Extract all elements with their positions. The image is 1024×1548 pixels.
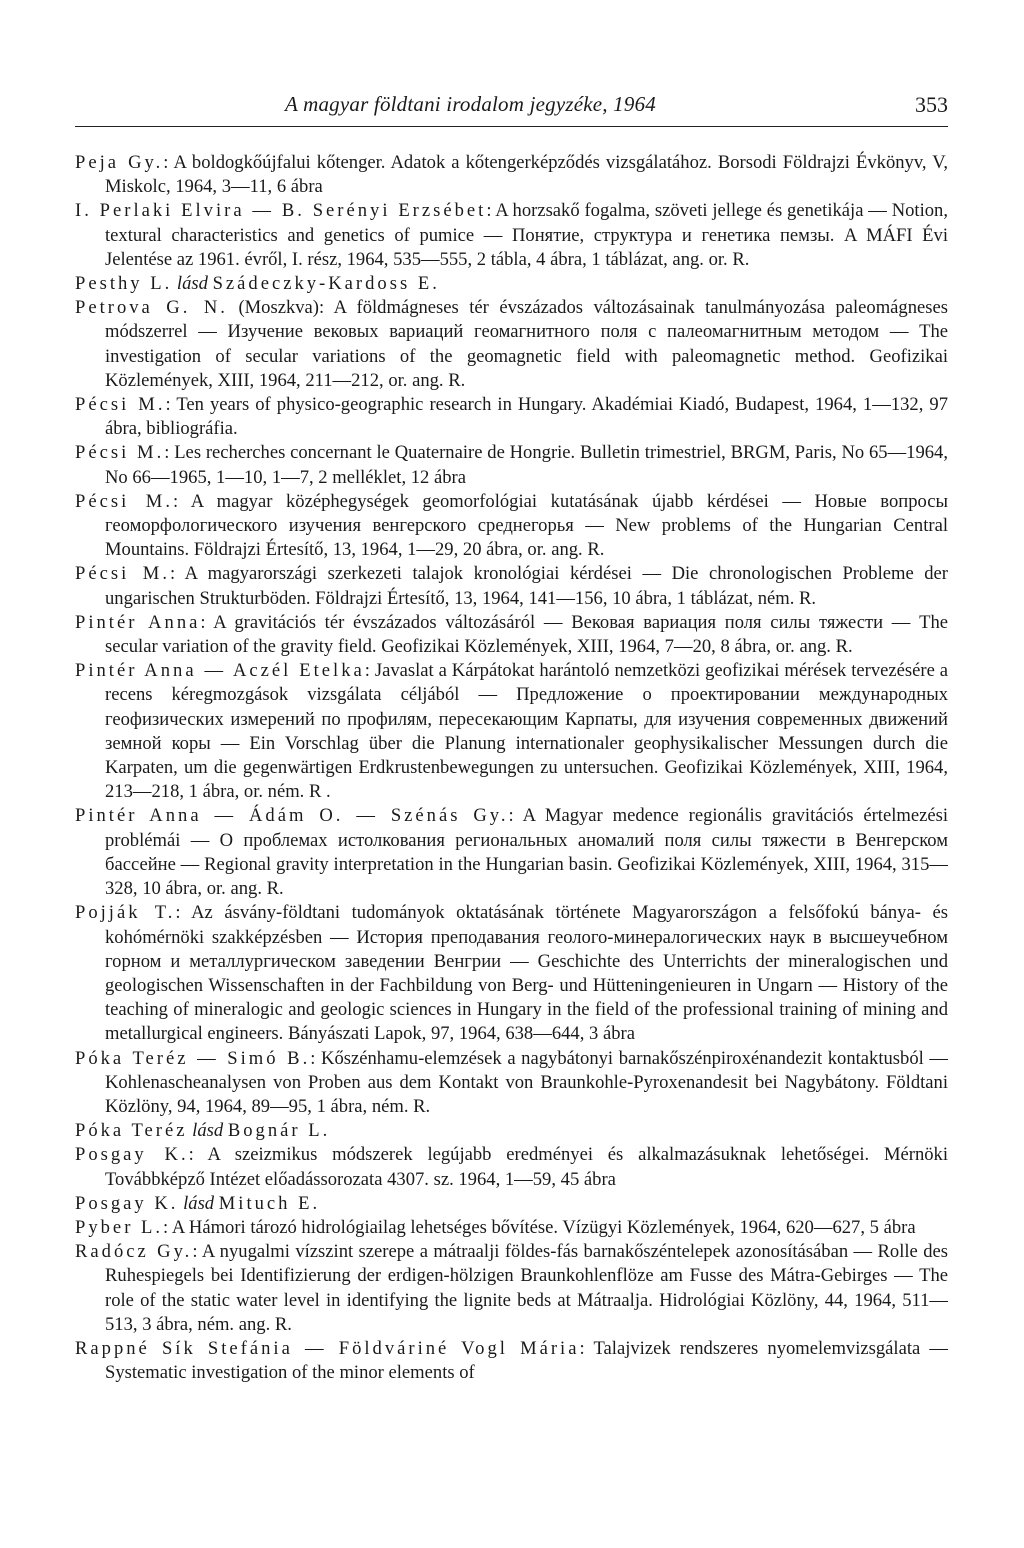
entry-text: : A szeizmikus módszerek legújabb eredményei és alkalmazásuknak lehetőségei. Mérnöki Továbbképző Intézet előadássorozata 4307. sz. 1964, 1—59, 45 ábra xyxy=(105,1144,948,1190)
entry-author: Pécsi M. xyxy=(75,490,173,512)
bibliography-entry xyxy=(75,901,948,1046)
entry-author: Radócz Gy. xyxy=(75,1241,193,1263)
bibliography-entry xyxy=(75,151,948,199)
bibliography-entry xyxy=(75,441,948,489)
referenced-author: Szádeczky-Kardoss E. xyxy=(212,273,440,295)
see-reference-label: lásd xyxy=(176,273,208,295)
see-reference-label: lásd xyxy=(192,1120,224,1142)
page-header xyxy=(75,92,948,127)
entry-author: Posgay K. xyxy=(75,1192,179,1214)
entry-author: Pécsi M. xyxy=(75,394,166,416)
entry-text: : A magyar középhegységek geomorfológiai kutatásának újabb kérdései — Новые вопросы геоморфологического изучения венгерского среднегорья — New problems of the Hungarian Central Mountains. Földrajzi Értesítő, 13, 1964, 1—29, 20 ábra, or. ang. R. xyxy=(105,490,949,561)
entry-author: Pintér Anna — Aczél Etelka xyxy=(75,660,365,682)
page-number: 353 xyxy=(915,92,948,117)
entry-text: : A boldogkőújfalui kőtenger. Adatok a kőtengerképződés vizsgálatához. Borsodi Földrajzi Évkönyv, V, Miskolc, 1964, 3—11, 6 ábra xyxy=(105,152,948,198)
entry-author: Peja Gy. xyxy=(75,152,164,173)
bibliography-entry xyxy=(75,393,948,441)
entry-text: : A magyarországi szerkezeti talajok kronológiai kérdései — Die chronologischen Probleme der ungarischen Strukturböden. Földrajzi Értesítő, 13, 1964, 141—156, 10 ábra, 1 táblázat, ném. R. xyxy=(105,563,948,609)
entry-text: : Ten years of physico-geographic research in Hungary. Akadémiai Kiadó, Budapest, 1964, 1—132, 97 ábra, bibliográfia. xyxy=(105,394,948,440)
entry-author: Pintér Anna — Ádám O. — Szénás Gy. xyxy=(75,805,509,827)
referenced-author: Mituch E. xyxy=(218,1192,321,1214)
entry-text: : Talajvizek rendszeres nyomelemvizsgálata — Systematic investigation of the minor elements of xyxy=(105,1337,948,1384)
entry-author: Póka Teréz xyxy=(75,1120,188,1142)
entry-text: : Les recherches concernant le Quaternaire de Hongrie. Bulletin trimestriel, BRGM, Paris, No 65—1964, No 66—1965, 1—10, 1—7, 2 melléklet, 12 ábra xyxy=(105,442,948,488)
bibliography-entry xyxy=(75,659,948,804)
entry-text: (Moszkva): A földmágneses tér évszázados változásainak tanulmányozása paleomágneses módszerrel — Изучение вековых вариаций геомагнитного поля с палеомагнитным методом — The investigation of secular variations of the geomagnetic field with paleomagnetic method. Geofizikai Közlemények, XIII, 1964, 211—212, or. ang. R. xyxy=(105,297,948,391)
referenced-author: Bognár L. xyxy=(227,1120,331,1142)
entry-author: Pojják T. xyxy=(75,902,176,924)
entry-author: Pyber L. xyxy=(75,1216,164,1238)
bibliography-entry xyxy=(75,611,948,659)
running-title: A magyar földtani irodalom jegyzéke, 1964 xyxy=(285,92,656,116)
entry-text: : A nyugalmi vízszint szerepe a mátraalji földes-fás barnakőszéntelepek azonosításában — Rolle des Ruhespiegels bei Identifizierung der erdigen-hölzigen Braunkohlenflöze am Fusse des Mátra-Gebirges — The role of the static water level in identifying the lignite beds at Mátraalja. Hidrológiai Közlöny, 44, 1964, 511—513, 3 ábra, ném. ang. R. xyxy=(105,1241,948,1335)
entry-author: Póka Teréz — Simó B. xyxy=(75,1047,311,1069)
entry-author: Pesthy L. xyxy=(75,273,173,295)
entry-author: Posgay K. xyxy=(75,1144,189,1166)
entry-text: : A horzsakő fogalma, szöveti jellege és genetikája — Notion, textural characteristics and genetics of pumice — Понятие, структура и генетика пемзы. A MÁFI Évi Jelentése az 1961. évről, I. rész, 1964, 535—555, 2 tábla, 4 ábra, 1 táblázat, ang. or. R. xyxy=(105,200,948,270)
entry-author: Pécsi M. xyxy=(75,442,165,464)
entry-author: Petrova G. N. xyxy=(75,297,228,319)
bibliography-entry xyxy=(75,1216,948,1240)
bibliography-entry xyxy=(75,1240,948,1337)
bibliography-entry xyxy=(75,1337,948,1385)
entry-text: : A Hámori tározó hidrológiailag lehetséges bővítése. Vízügyi Közlemények, 1964, 620—627, 5 ábra xyxy=(163,1216,916,1238)
bibliography-entry xyxy=(75,272,948,296)
entry-author: I. Perlaki Elvira — B. Serényi Erzsébet xyxy=(75,200,487,222)
entry-text: : A Magyar medence regionális gravitációs értelmezési problémái — О проблемах истолкования региональных аномалий поля силы тяжести в Венгерском бассейне — Regional gravity interpretation in the Hungarian basin. Geofizikai Közlemények, XIII, 1964, 315—328, 10 ábra, or. ang. R. xyxy=(105,805,948,900)
bibliography-entry xyxy=(75,490,948,563)
bibliography-entry xyxy=(75,1143,948,1191)
bibliography-list xyxy=(75,151,948,1385)
bibliography-entry xyxy=(75,296,948,393)
bibliography-entry xyxy=(75,1192,948,1216)
entry-text: : Javaslat a Kárpátokat harántoló nemzetközi geofizikai mérések tervezésére a recens kéregmozgások vizsgálata céljából — Предложение о проектировании международных геофизических измерений по профилям, пересекающим Карпаты, для изучения современных движений земной коры — Ein Vorschlag über die Planung internationaler geophysikalischer Messungen durch die Karpaten, um die gegenwärtigen Erdkrustenbewegungen zu untersuchen. Geofizikai Közlemények, XIII, 1964, 213—218, 1 ábra, or. ném. R . xyxy=(105,660,948,803)
bibliography-entry xyxy=(75,1047,948,1120)
entry-author: Pintér Anna xyxy=(75,611,201,633)
entry-author: Pécsi M. xyxy=(75,563,170,585)
bibliography-entry xyxy=(75,562,948,610)
bibliography-entry xyxy=(75,1119,948,1143)
entry-author: Rappné Sík Stefánia — Földváriné Vogl Mária xyxy=(75,1337,580,1359)
entry-text: : A gravitációs tér évszázados változásáról — Вековая вариация поля силы тяжести — The secular variation of the gravity field. Geofizikai Közlemények, XIII, 1964, 7—20, 8 ábra, or. ang. R. xyxy=(105,611,949,658)
entry-text: : Kőszénhamu-elemzések a nagybátonyi barnakőszénpiroxénandezit kontaktusból — Kohlenascheanalysen von Proben aus dem Kontakt von Braunkohle-Pyroxenandesit bei Nagybátony. Földtani Közlöny, 94, 1964, 89—95, 1 ábra, ném. R. xyxy=(105,1047,948,1117)
bibliography-entry xyxy=(75,199,948,272)
bibliography-entry xyxy=(75,804,948,901)
entry-text: : Az ásvány-földtani tudományok oktatásának története Magyarországon a felsőfokú bánya- és kohómérnöki szakképzésben — История преподавания геолого-минералогических наук в высшеучебном горном и металлургическом заведении Венгрии — Geschichte des Unterrichts der mineralogischen und geologischen Wissenschaften in der Fachbildung von Berg- und Hütteningenieuren in Ungarn — History of the teaching of mineralogic and geologic sciences in Hungary in the field of the professional training of mining and metallurgical engineers. Bányászati Lapok, 97, 1964, 638—644, 3 ábra xyxy=(105,902,948,1045)
see-reference-label: lásd xyxy=(183,1192,215,1214)
